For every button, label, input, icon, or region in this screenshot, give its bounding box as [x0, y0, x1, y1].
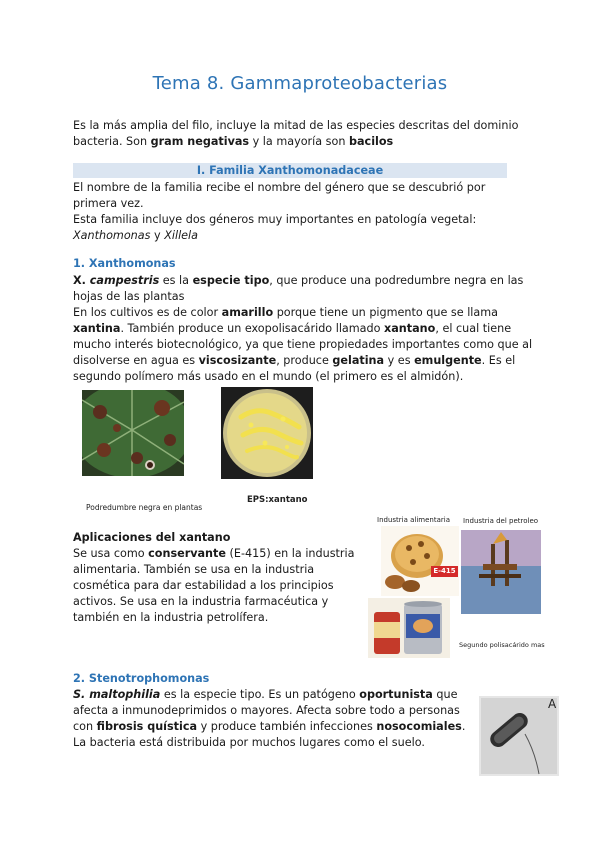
- bold-term: gram negativas: [150, 135, 250, 148]
- bacterium-micrograph-image: [479, 696, 559, 776]
- bold-term: emulgente: [414, 354, 482, 367]
- text-line: activos. Se usa en la industria farmacéutica y: [73, 595, 329, 608]
- family-paragraph: [73, 180, 533, 244]
- text: y es: [384, 354, 415, 367]
- heading-stenotrophomonas: 2. Stenotrophomonas: [73, 672, 210, 685]
- text: . Es el: [481, 354, 516, 367]
- label-oil-industry: Industria del petroleo: [463, 517, 539, 525]
- text-line: [73, 321, 543, 337]
- text-line: segundo polímero más usado en el mundo (el primero es el almidón).: [73, 370, 464, 383]
- bold-term: especie tipo: [192, 274, 270, 287]
- applications-paragraph: [73, 546, 363, 626]
- text-line: El nombre de la familia recibe el nombre del género que se descubrió por: [73, 181, 486, 194]
- heading-xanthomonas: 1. Xanthomonas: [73, 257, 176, 270]
- text-line: Esta familia incluye dos géneros muy importantes en patología vegetal:: [73, 213, 477, 226]
- bold-term: oportunista: [359, 688, 433, 701]
- text-line: hojas de las plantas: [73, 290, 185, 303]
- bold-term: fibrosis quística: [96, 720, 198, 733]
- text: y: [150, 229, 165, 242]
- petri-dish-xanthan-image: [221, 387, 313, 479]
- bread-food-image: [381, 526, 459, 596]
- text: (E-415) en la industria: [225, 547, 355, 560]
- text-line: [73, 353, 543, 369]
- section-heading-family: I. Familia Xanthomonadaceae: [73, 163, 507, 178]
- text: es la especie tipo. Es un patógeno: [160, 688, 360, 701]
- caption-plate: EPS:xantano: [247, 495, 308, 505]
- intro-paragraph: [73, 118, 533, 150]
- text: , el cual tiene: [435, 322, 512, 335]
- text-line: [73, 687, 473, 703]
- text: . También produce un exopolisacárido llamado: [120, 322, 385, 335]
- e415-badge: E-415: [431, 566, 458, 577]
- page-title: Tema 8. Gammaproteobacterias: [152, 73, 448, 94]
- text-line: [73, 719, 473, 735]
- label-food-industry: Industria alimentaria: [377, 516, 450, 524]
- micrograph-label: A: [548, 697, 557, 711]
- text-line: afecta a inmunodeprimidos o mayores. Afecta sobre todo a personas: [73, 704, 460, 717]
- text-line: [73, 305, 543, 321]
- text: es la: [159, 274, 193, 287]
- label-second-polysaccharide: Segundo polisacárido mas: [459, 641, 545, 649]
- species-name: S. maltophilia: [73, 688, 161, 701]
- text: porque tiene un pigmento que se llama: [273, 306, 499, 319]
- text: bacteria. Son: [73, 135, 151, 148]
- intro-line-2: [73, 134, 533, 150]
- text: , que produce una podredumbre negra en las: [269, 274, 524, 287]
- text: y la mayoría son: [249, 135, 349, 148]
- text: disolverse en agua es: [73, 354, 199, 367]
- caption-leaf: Podredumbre negra en plantas: [86, 503, 203, 512]
- bold-term: viscosizante: [198, 354, 277, 367]
- text-line: [73, 228, 533, 244]
- text-line: cosmética para dar estabilidad a los principios: [73, 579, 334, 592]
- bold-term: conservante: [148, 547, 226, 560]
- text: Se usa como: [73, 547, 149, 560]
- leaf-black-rot-image: [82, 390, 184, 476]
- bold-term: xantano: [384, 322, 436, 335]
- genus-name: Xillela: [164, 229, 199, 242]
- text-line: alimentaria. También se usa en la industria: [73, 563, 315, 576]
- oil-platform-image: [461, 530, 541, 614]
- bold-term: amarillo: [221, 306, 274, 319]
- text-line: [73, 546, 363, 562]
- text: , produce: [276, 354, 333, 367]
- heading-applications: Aplicaciones del xantano: [73, 531, 231, 544]
- bold-term: bacilos: [349, 135, 394, 148]
- bold-term: nosocomiales: [376, 720, 462, 733]
- bold-term: X.: [73, 274, 90, 287]
- text-line: [73, 273, 543, 289]
- text: con: [73, 720, 97, 733]
- genus-name: Xanthomonas: [73, 229, 151, 242]
- text-line: también en la industria petrolífera.: [73, 611, 269, 624]
- intro-line-1: Es la más amplia del filo, incluye la mitad de las especies descritas del dominio: [73, 119, 519, 132]
- text-line: La bacteria está distribuida por muchos lugares como el suelo.: [73, 736, 425, 749]
- text: .: [461, 720, 466, 733]
- bold-term: xantina: [73, 322, 121, 335]
- text: que: [432, 688, 458, 701]
- stenotrophomonas-paragraph: [73, 687, 473, 751]
- text: y produce también infecciones: [197, 720, 377, 733]
- text-line: primera vez.: [73, 197, 144, 210]
- text: En los cultivos es de color: [73, 306, 222, 319]
- xanthomonas-paragraph: [73, 273, 543, 385]
- text-line: mucho interés biotecnológico, ya que tiene propiedades importantes como que al: [73, 338, 533, 351]
- bold-term: gelatina: [332, 354, 385, 367]
- canned-food-image: [368, 598, 450, 658]
- species-name: campestris: [89, 274, 160, 287]
